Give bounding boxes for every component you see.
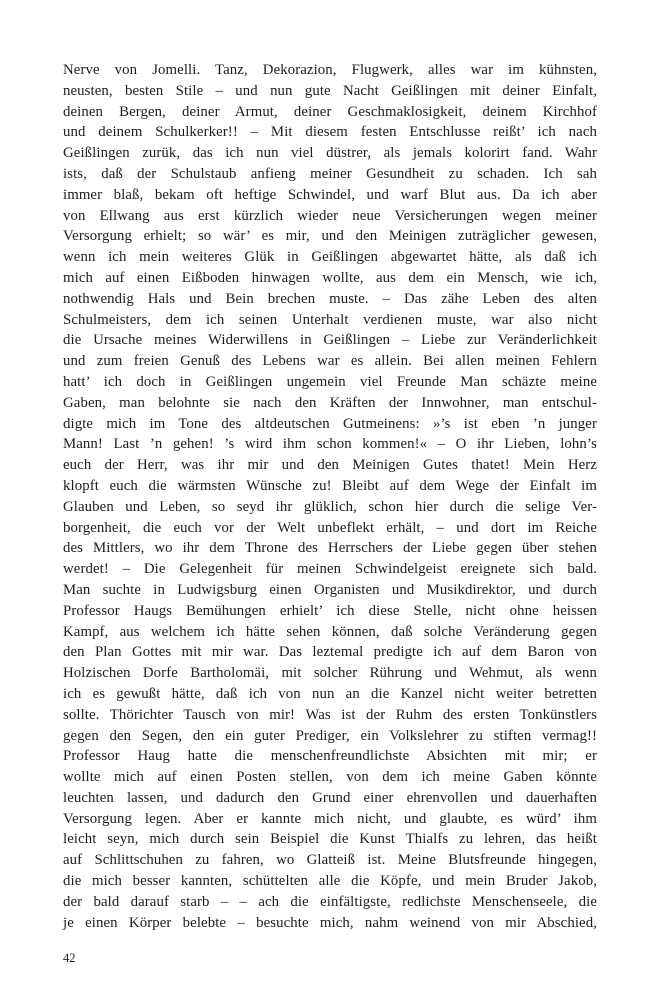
text-line: borgenheit, die euch vor der Welt unbeflekt erhält, – und dort im Reiche xyxy=(63,519,597,536)
text-line: Geißlingen zurük, das ich nun viel düstrer, als jemals kolorirt fand. Wahr xyxy=(63,145,597,162)
text-line: Glauben und Leben, so seyd ihr glüklich, schon hier durch die selige Ver- xyxy=(63,498,597,515)
text-line: gegen den Segen, den ein guter Prediger, ein Volkslehrer zu stiften vermag!! xyxy=(63,727,597,744)
text-line: werdet! – Die Gelegenheit für meinen Schwindelgeist ereignete sich bald. xyxy=(63,561,597,578)
text-line: Versorgung erhielt; so wär’ es mir, und den Meinigen zuträglicher gewesen, xyxy=(63,228,597,245)
text-line: immer blaß, bekam oft heftige Schwindel, und warf Blut aus. Da ich aber xyxy=(63,186,597,203)
text-line: Mann! Last ’n gehen! ’s wird ihm schon kommen!« – O ihr Lieben, lohn’s xyxy=(63,436,597,453)
text-line: Kampf, aus welchem ich hätte sehen können, daß solche Veränderung gegen xyxy=(63,623,597,640)
text-line: Nerve von Jomelli. Tanz, Dekorazion, Flugwerk, alles war im kühnsten, xyxy=(63,62,597,78)
text-line: nothwendig Hals und Bein brechen muste. – Das zähe Leben des alten xyxy=(63,290,597,307)
text-line: Holzischen Dorfe Bartholomäi, mit solcher Rührung und Wehmut, als wenn xyxy=(63,665,597,682)
text-line: die mich besser kannten, schüttelten alle die Köpfe, und mein Bruder Jakob, xyxy=(63,873,597,890)
text-line: und deinem Schulkerker!! – Mit diesem festen Entschlusse reißt’ ich nach xyxy=(63,124,597,141)
text-line: Man suchte in Ludwigsburg einen Organisten und Musikdirektor, und durch xyxy=(63,581,597,598)
text-line: wollte mich auf einen Posten stellen, von dem ich meine Gaben könnte xyxy=(63,769,597,786)
text-line: Professor Haug hatte die menschenfreundlichste Absichten mit mir; er xyxy=(63,748,597,765)
text-line: Versorgung legen. Aber er kannte mich nicht, und glaubte, es würd’ ihm xyxy=(63,810,597,827)
text-line: hatt’ ich doch in Geißlingen ungemein viel Freunde Man schäzte meine xyxy=(63,373,597,390)
text-line: ich es gewußt hätte, daß ich von nun an die Kanzel nicht weiter betretten xyxy=(63,685,597,702)
text-line: deinen Bergen, deiner Armut, deiner Geschmaklosigkeit, deinem Kirchhof xyxy=(63,103,597,120)
page-number: 42 xyxy=(63,951,76,965)
text-line: euch der Herr, was ihr mir und den Meinigen Gutes thatet! Mein Herz xyxy=(63,457,597,474)
body-text-block xyxy=(63,60,597,933)
text-line: je einen Körper belebte – besuchte mich, nahm weinend von mir Abschied, xyxy=(63,914,597,931)
text-line: den Plan Gottes mit mir war. Das leztemal predigte ich auf dem Baron von xyxy=(63,644,597,661)
text-line: des Mittlers, wo ihr dem Throne des Herrschers der Liebe gegen über stehen xyxy=(63,540,597,557)
text-line: die Ursache meines Widerwillens in Geißlingen – Liebe zur Veränderlichkeit xyxy=(63,332,597,349)
text-line: digte mich im Tone des altdeutschen Gutmeinens: »’s ist eben ’n junger xyxy=(63,415,597,432)
text-line: neusten, besten Stile – und nun gute Nacht Geißlingen mit deiner Einfalt, xyxy=(63,82,597,99)
text-line: ists, daß der Schulstaub anfieng meiner Gesundheit zu schaden. Ich sah xyxy=(63,165,597,182)
text-line: auf Schlittschuhen zu fahren, wo Glatteiß ist. Meine Blutsfreunde hingegen, xyxy=(63,852,597,869)
text-line: wenn ich mein weiteres Glük in Geißlingen abgewartet hätte, als daß ich xyxy=(63,249,597,266)
text-line: Schulmeisters, dem ich seinen Unterhalt verdienen muste, war also nicht xyxy=(63,311,597,328)
text-line: und zum freien Genuß des Lebens war es allein. Bei allen meinen Fehlern xyxy=(63,353,597,370)
text-line: Professor Haugs Bemühungen erhielt’ ich diese Stelle, nicht ohne heissen xyxy=(63,602,597,619)
text-line: von Ellwang aus erst kürzlich wieder neue Versicherungen wegen meiner xyxy=(63,207,597,224)
text-line: mich auf einen Eißboden hinwagen wollte, aus dem ein Mensch, wie ich, xyxy=(63,269,597,286)
text-line: leuchten lassen, und dadurch den Grund einer ehrenvollen und dauerhaften xyxy=(63,789,597,806)
text-line: Gaben, man belohnte sie nach den Kräften der Innwohner, man entschul- xyxy=(63,394,597,411)
text-line: klopft euch die wärmsten Wünsche zu! Bleibt auf dem Wege der Einfalt im xyxy=(63,477,597,494)
text-line: sollte. Thörichter Tausch von mir! Was ist der Ruhm des ersten Tonkünstlers xyxy=(63,706,597,723)
text-line: der bald darauf starb – – ach die einfältigste, redlichste Menschenseele, die xyxy=(63,893,597,910)
text-line: leicht seyn, mich durch sein Beispiel die Kunst Thialfs zu lehren, das heißt xyxy=(63,831,597,848)
